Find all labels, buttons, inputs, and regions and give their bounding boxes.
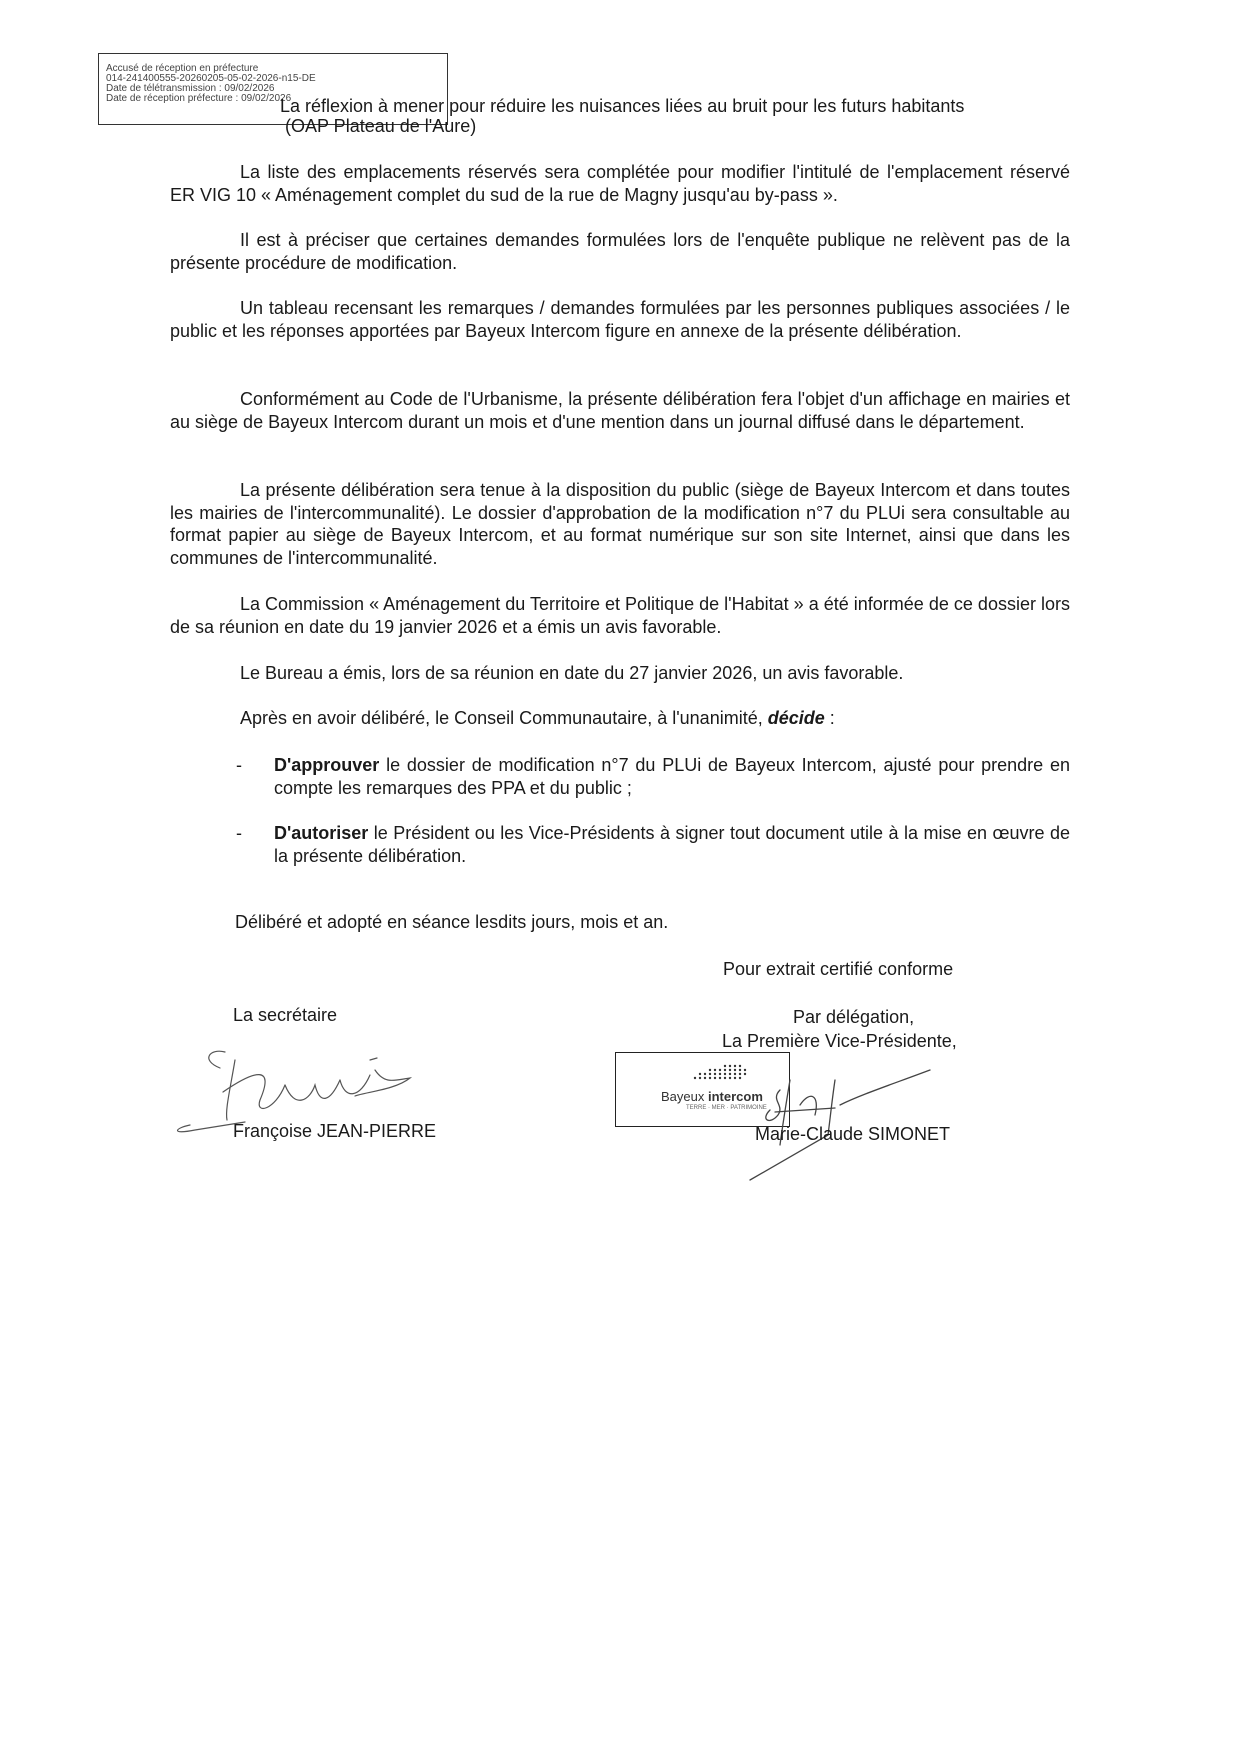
stamp-line-reference: 014-241400555-20260205-05-02-2026-n15-DE [106, 73, 316, 84]
paragraph-availability [170, 479, 1070, 569]
logo-brand-light: Bayeux [661, 1089, 705, 1104]
paragraph-commission-text: La Commission « Aménagement du Territoire et Politique de l'Habitat » a été informée de ce dossier lors de sa réunion en date du 19 janvier 2026 et a émis un avis favorable. [170, 594, 1070, 637]
logo-tagline: TERRE · MER · PATRIMOINE [686, 1105, 767, 1111]
decision-item [236, 822, 1070, 868]
decision-item-text [274, 754, 1070, 799]
bullet-dash: - [236, 823, 242, 843]
secretary-role: La secrétaire [233, 1005, 338, 1025]
paragraph-reserved-sites [170, 161, 1070, 206]
delegation-label: Par délégation, [793, 1007, 915, 1027]
stamp-line-reception-date: Date de réception préfecture : 09/02/2026 [106, 93, 292, 104]
logo-brand-bold: intercom [708, 1089, 763, 1104]
paragraph-public-inquiry [170, 229, 1070, 274]
vice-president-name: Marie-Claude SIMONET [755, 1124, 951, 1144]
paragraph-commission [170, 593, 1070, 638]
stamp-line-transmission-date: Date de télétransmission : 09/02/2026 [106, 83, 275, 94]
decision-body: le dossier de modification n°7 du PLUi de Bayeux Intercom, ajusté pour prendre en compte les remarques des PPA et du public ; [274, 755, 1070, 798]
paragraph-reserved-sites-text: La liste des emplacements réservés sera complétée pour modifier l'intitulé de l'emplacement réservé ER VIG 10 « Aménagement complet du sud de la rue de Magny jusqu'au by-pass ». [170, 162, 1070, 205]
certified-statement: Pour extrait certifié conforme [723, 959, 954, 979]
decision-verb: D'autoriser [274, 823, 369, 843]
paragraph-bureau: Le Bureau a émis, lors de sa réunion en date du 27 janvier 2026, un avis favorable. [240, 663, 904, 683]
intro-line-1: La réflexion à mener pour réduire les nuisances liées au bruit pour les futurs habitants [280, 96, 965, 116]
decision-item [236, 754, 1070, 800]
decide-keyword: décide [767, 708, 825, 728]
closing-statement: Délibéré et adopté en séance lesdits jours, mois et an. [235, 912, 669, 932]
decision-verb: D'approuver [274, 755, 380, 775]
paragraph-posting-text: Conformément au Code de l'Urbanisme, la présente délibération fera l'objet d'un affichage en mairies et au siège de Bayeux Intercom durant un mois et d'une mention dans un journal diffusé dans le département. [170, 389, 1070, 432]
decision-intro-text: Après en avoir délibéré, le Conseil Communautaire, à l'unanimité, [240, 708, 763, 728]
decision-body: le Président ou les Vice-Présidents à signer tout document utile à la mise en œuvre de la présente délibération. [274, 823, 1070, 866]
paragraph-public-inquiry-text: Il est à préciser que certaines demandes formulées lors de l'enquête publique ne relèvent pas de la présente procédure de modification. [170, 230, 1070, 273]
decision-intro-colon: : [824, 708, 835, 728]
stamp-line-title: Accusé de réception en préfecture [106, 63, 259, 74]
paragraph-posting [170, 388, 1070, 433]
paragraph-annex-table-text: Un tableau recensant les remarques / demandes formulées par les personnes publiques associées / le public et les réponses apportées par Bayeux Intercom figure en annexe de la présente délibération. [170, 298, 1070, 341]
vice-president-role: La Première Vice-Présidente, [722, 1031, 957, 1051]
decision-item-text [274, 822, 1070, 867]
paragraph-decision-intro [240, 707, 835, 730]
bullet-dash: - [236, 755, 242, 775]
paragraph-availability-text: La présente délibération sera tenue à la disposition du public (siège de Bayeux Intercom et dans toutes les mairies de l'intercommunalité). Le dossier d'approbation de la modification n°7 du PLUi sera consultable au format papier au siège de Bayeux Intercom, et au format numérique sur son site Internet, ainsi que dans les communes de l'intercommunalité. [170, 480, 1070, 568]
intro-line-2: (OAP Plateau de l'Aure) [285, 116, 477, 136]
paragraph-annex-table [170, 297, 1070, 342]
secretary-name: Françoise JEAN-PIERRE [233, 1121, 437, 1141]
